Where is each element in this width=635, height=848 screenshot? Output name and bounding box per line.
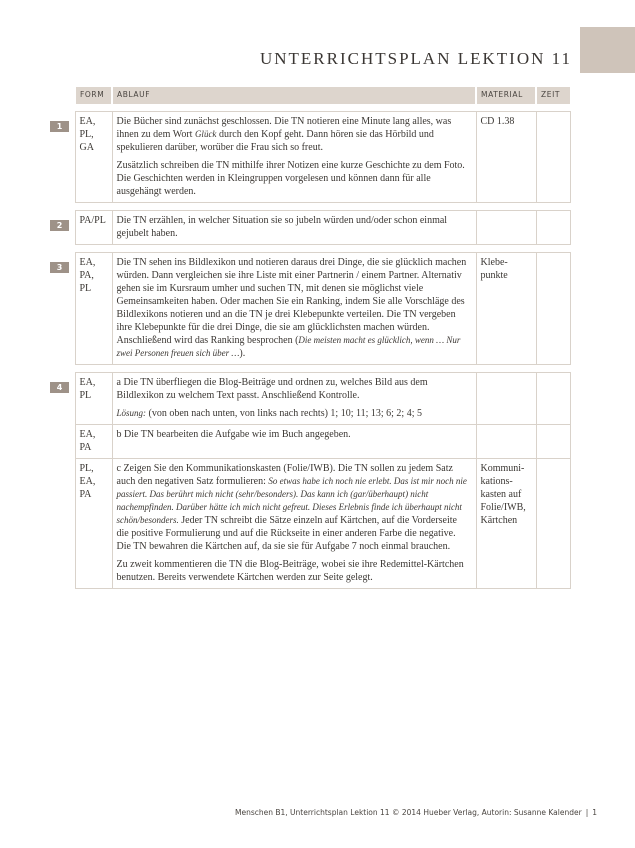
ablauf-cell: Die TN sehen ins Bildlexikon und notieren daraus drei Dinge, die sie glücklich machen würden. Dann vergleichen sie ihre Liste mit einer Partnerin / einem Partner. Alternativ gehen sie im Kursraum umher und suchen TN, mit denen sie möglichst viele Gemeinsamkeiten haben. Oder machen Sie ein Ranking, indem Sie alle Vorschläge des Bildlexikons notieren und an die TN je drei Klebepunkte verteilen. Die TN vergeben ihre Klebepunkte für die drei Dinge, die sie am glücklichsten machen würden. Anschließend wird das Ranking besprochen (Die meisten macht es glücklich, wenn … Nur zwei Personen freuen sich über …). xyxy=(112,253,476,365)
column-header-ablauf: ABLAUF xyxy=(112,87,476,104)
footer-text: Menschen B1, Unterrichtsplan Lektion 11 © 2014 Hueber Verlag, Autorin: Susanne Kalender xyxy=(235,808,582,817)
material-cell: Kommuni- kations- kasten auf Folie/IWB, Kärtchen xyxy=(476,459,536,589)
ablauf-cell: a Die TN überfliegen die Blog-Beiträge und ordnen zu, welches Bild aus dem Bildlexikon zu welchem Text passt. Anschließend Kontrolle. Lösung: (von oben nach unten, von links nach rechts) 1; 10; 11; 13; 6; 2; 4; 5 xyxy=(112,373,476,425)
page-title: UNTERRICHTSPLAN LEKTION 11 xyxy=(259,49,572,68)
footer xyxy=(235,808,597,817)
table-row xyxy=(50,373,570,425)
lesson-plan-table xyxy=(50,87,570,589)
footer-separator: | xyxy=(585,808,589,817)
zeit-cell xyxy=(536,459,570,589)
ablauf-cell: Die TN erzählen, in welcher Situation sie so jubeln würden und/oder schon einmal gejubelt haben. xyxy=(112,211,476,245)
table-header xyxy=(50,87,570,104)
corner-tab xyxy=(580,27,635,73)
material-cell: CD 1.38 xyxy=(476,112,536,203)
table-row xyxy=(50,211,570,245)
zeit-cell xyxy=(536,373,570,425)
step-number-badge: 3 xyxy=(50,262,69,273)
zeit-cell xyxy=(536,425,570,459)
form-cell: PA/PL xyxy=(75,211,112,245)
page-number: 1 xyxy=(592,808,597,817)
form-cell: PL, EA, PA xyxy=(75,459,112,589)
table-row xyxy=(50,459,570,589)
column-header-material: MATERIAL xyxy=(476,87,536,104)
step-number-badge: 4 xyxy=(50,382,69,393)
ablauf-cell: b Die TN bearbeiten die Aufgabe wie im Buch angegeben. xyxy=(112,425,476,459)
material-cell xyxy=(476,373,536,425)
ablauf-cell: c Zeigen Sie den Kommunikationskasten (Folie/IWB). Die TN sollen zu jedem Satz auch den negativen Satz formulieren: So etwas habe ich noch nie erlebt. Das ist mir noch nie passiert. Das berührt mich nicht (sehr/besonders). Das kann ich (gar/überhaupt) nicht nachempfinden. Darüber hätte ich mich nicht gefreut. Dieses Erlebnis finde ich überhaupt nicht schön/besonders. Jeder TN schreibt die Sätze einzeln auf Kärtchen, auf die Vorderseite die positive Formulierung und auf die Rückseite in einer anderen Farbe die negative. Die TN bewahren die Kärtchen auf, da sie sie für Aufgabe 7 noch einmal brauchen. Zu zweit kommentieren die TN die Blog-Beiträge, wobei sie ihre Redemittel-Kärtchen benutzen. Bereits verwendete Kärtchen werden zur Seite gelegt. xyxy=(112,459,476,589)
zeit-cell xyxy=(536,253,570,365)
material-cell xyxy=(476,425,536,459)
form-cell: EA, PA xyxy=(75,425,112,459)
material-cell xyxy=(476,211,536,245)
form-cell: EA, PL, GA xyxy=(75,112,112,203)
column-header-zeit: ZEIT xyxy=(536,87,570,104)
zeit-cell xyxy=(536,211,570,245)
material-cell: Klebe- punkte xyxy=(476,253,536,365)
step-number-badge: 2 xyxy=(50,220,69,231)
step-number-badge: 1 xyxy=(50,121,69,132)
form-cell: EA, PL xyxy=(75,373,112,425)
zeit-cell xyxy=(536,112,570,203)
table-row xyxy=(50,112,570,203)
table-row xyxy=(50,425,570,459)
ablauf-cell: Die Bücher sind zunächst geschlossen. Die TN notieren eine Minute lang alles, was ihnen zu dem Wort Glück durch den Kopf geht. Dann hören sie das Hörbild und spekulieren darüber, worüber die Frau sich so freut. Zusätzlich schreiben die TN mithilfe ihrer Notizen eine kurze Geschichte zu dem Foto. Die Geschichten werden in Kleingruppen vorgelesen und können dann für alle ausgehängt werden. xyxy=(112,112,476,203)
table-row xyxy=(50,253,570,365)
column-header-form: FORM xyxy=(75,87,112,104)
form-cell: EA, PA, PL xyxy=(75,253,112,365)
